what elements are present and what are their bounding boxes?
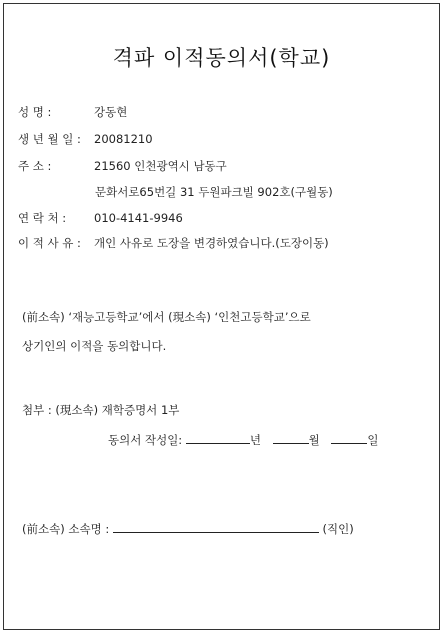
signature-line: [22, 521, 354, 537]
signature-blank: [113, 521, 319, 533]
field-address-label: 주 소 :: [18, 159, 52, 173]
consent-line-2: 상기인의 이적을 동의합니다.: [22, 339, 167, 353]
field-name-value: 강동현: [94, 105, 128, 119]
field-name: [18, 104, 127, 120]
date-label: 동의서 작성일:: [108, 433, 183, 447]
field-transfer-reason-value: 개인 사유로 도장을 변경하였습니다.(도장이동): [94, 236, 329, 250]
field-address-line2: 문화서로65번길 31 두원파크빌 902호(구월동): [95, 185, 333, 199]
attachment-note: 첨부 : (現소속) 재학증명서 1부: [22, 403, 180, 417]
document-title: 격파 이적동의서(학교): [112, 46, 331, 70]
signature-prefix: (前소속) 소속명 :: [22, 522, 110, 536]
field-birthdate: [18, 131, 153, 147]
field-contact-value: 010-4141-9946: [94, 211, 183, 225]
date-day-blank: [331, 432, 367, 444]
date-year-blank: [186, 432, 250, 444]
field-contact-label: 연 락 처 :: [18, 211, 67, 225]
date-month-label: 월: [308, 433, 320, 447]
date-month-blank: [273, 432, 309, 444]
field-birthdate-value: 20081210: [94, 132, 153, 146]
signature-suffix: (직인): [322, 522, 354, 536]
date-day-label: 일: [367, 433, 379, 447]
document-page: [3, 3, 440, 630]
field-transfer-reason-label: 이 적 사 유 :: [18, 236, 81, 250]
date-line: [108, 432, 378, 448]
field-address-value: 21560 인천광역시 남동구: [94, 159, 227, 173]
field-contact: [18, 210, 183, 226]
field-name-label: 성 명 :: [18, 105, 52, 119]
field-transfer-reason: [18, 235, 329, 251]
field-birthdate-label: 생 년 월 일 :: [18, 132, 81, 146]
field-address: [18, 158, 227, 174]
consent-line-1: (前소속) ‘재능고등학교’에서 (現소속) ‘인천고등학교’으로: [22, 310, 311, 324]
date-year-label: 년: [249, 433, 261, 447]
